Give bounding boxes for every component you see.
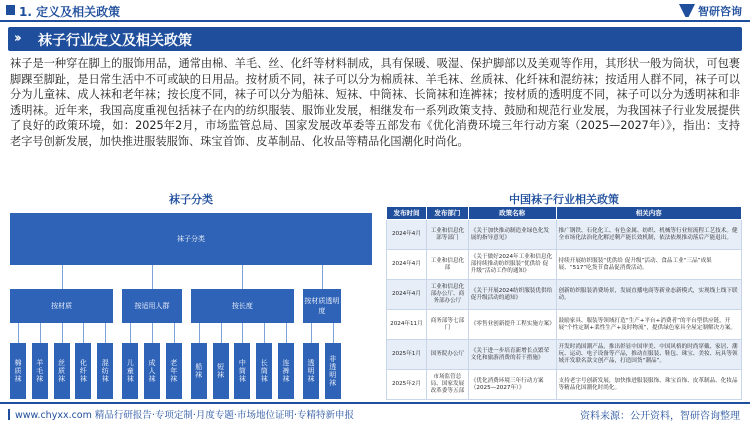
tree-connector	[62, 323, 63, 343]
cell-policy: 《关于进一步培育新增长点繁荣文化和旅游消费的若干措施》	[468, 340, 556, 370]
cell-date: 2024年4月	[387, 220, 427, 250]
banner-title: 袜子行业定义及相关政策	[38, 33, 192, 49]
col-header-content: 相关内容	[556, 207, 741, 220]
intro-paragraph: 袜子是一种穿在脚上的服饰用品，通常由棉、羊毛、丝、化纤等材料制成，具有保暖、吸湿、保护脚部以及美观等作用，其形状一般为筒状，可包裹脚踝至脚趾，是日常生活中不可或缺的日用品。按材质不同，袜子可以分为棉质袜、羊毛袜、丝质袜、化纤袜和混纺袜；按适用人群不同，袜子可以分为儿童袜、成人袜和老年袜；按长度不同，袜子可以分为船袜、短袜、中筒袜、长筒袜和连裤袜；按材质的透明度不同，袜子可以分为透明袜和非透明袜。近年来，我国高度重视包括袜子在内的纺织服装、服饰业发展，相继发布一系列政策支持、鼓励和规范行业发展，为我国袜子行业发展提供了良好的政策环境，如：2025年2月，市场监管总局、国家发展改革委等五部发布《优化消费环境三年行动方案（2025—2027年）》，指出：支持老字号创新发展，加快推进服装服饰、珠宝首饰、皮革制品、化妆品等精品化国潮化时尚化。	[10, 57, 740, 148]
tree-leaf: 棉质袜	[10, 343, 26, 399]
cell-policy: 《关于做好2024年工业和信息化部持续推动纺织服装“优供给 促升级”活动工作的通知》	[468, 250, 556, 280]
top-bar	[0, 0, 750, 22]
table-row	[387, 370, 742, 400]
classification-tree	[10, 205, 372, 399]
cell-content: 持续开展纺织服装“优供给 促升级”活动、食品工业“三品”成果展、“517”吃货节食品促消费活动。	[556, 250, 741, 280]
tree-connector	[152, 265, 153, 289]
tree-leaf: 船袜	[191, 343, 207, 399]
tree-connector	[322, 265, 323, 289]
cell-policy: 《关于加快推动制造业绿色化发展的指导意见》	[468, 220, 556, 250]
brand-name: 智研咨询	[698, 4, 742, 18]
tree-group-1: 按材质	[10, 289, 113, 323]
tree-leaf: 化纤袜	[75, 343, 91, 399]
tree-connector	[105, 323, 106, 343]
tree-leaf: 短袜	[213, 343, 229, 399]
tree-connector	[333, 323, 334, 343]
tree-connector	[18, 323, 19, 343]
section-marker-icon	[6, 5, 15, 15]
cell-date: 2025年2月	[387, 370, 427, 400]
cell-dept: 工业和信息化部等部门	[426, 220, 468, 250]
tree-connector	[286, 323, 287, 343]
col-header-dept: 发布部门	[426, 207, 468, 220]
tree-connector	[152, 323, 153, 343]
brand-logo	[679, 3, 742, 18]
cell-content: 推广钢铁、石化化工、有色金属、纺织、机械等行业短流程工艺技术。健全市场化法治化化解过剩产能长效机制，依法依规推动落后产能退出。	[556, 220, 741, 250]
cell-content: 鼓励家具、服装等领域打造“生产+平台+消费者”的平台型供应链，开展“个性定制+柔性生产+及时物流”，提供绿色家具全屋定制解决方案。	[556, 310, 741, 340]
tree-connector	[221, 323, 222, 343]
cell-date: 2025年1月	[387, 340, 427, 370]
col-header-policy: 政策名称	[468, 207, 556, 220]
cell-dept: 工业和信息化部办公厅、商务部办公厅	[426, 280, 468, 310]
tree-connector	[83, 323, 84, 343]
tree-connector	[40, 323, 41, 343]
footer-bar-icon	[8, 409, 10, 420]
tree-group-4: 按材质透明度	[303, 289, 341, 323]
table-header-row	[387, 207, 742, 220]
footer	[0, 402, 750, 422]
tree-connector	[242, 265, 243, 289]
cell-policy: 《优化消费环境三年行动方案（2025—2027年）》	[468, 370, 556, 400]
tree-leaf: 中筒袜	[234, 343, 250, 399]
table-row	[387, 250, 742, 280]
tree-connector	[174, 323, 175, 343]
cell-policy: 《关于开展2024纺织服装优供给促升级活动的通知》	[468, 280, 556, 310]
cell-dept: 工业和信息化部	[426, 250, 468, 280]
cell-dept: 商务部等七部门	[426, 310, 468, 340]
tree-group-3: 按长度	[191, 289, 294, 323]
table-row	[387, 310, 742, 340]
tree-leaf: 老年袜	[166, 343, 182, 399]
classification-title: 袜子分类	[169, 193, 213, 206]
tree-leaf: 成人袜	[144, 343, 160, 399]
tree-leaf: 长筒袜	[256, 343, 272, 399]
footer-left	[8, 407, 354, 421]
cell-content: 支持老字号创新发展，加快推进服装服饰、珠宝首饰、皮革制品、化妆品等精品化国潮化时尚化。	[556, 370, 741, 400]
table-row	[387, 220, 742, 250]
tree-connector	[242, 323, 243, 343]
tree-leaf: 连裤袜	[278, 343, 294, 399]
cell-dept: 市场监管总局、国家发展改革委等五部	[426, 370, 468, 400]
cell-content: 创新纺织服装消费场景，发展直播电商等新业态新模式，实现线上线下联动。	[556, 280, 741, 310]
tree-root: 袜子分类	[10, 213, 372, 265]
cell-policy: 《零售业创新提升工程实施方案》	[468, 310, 556, 340]
cell-content: 开发时尚国潮产品，推出彰显中国审美、中国风格的时尚穿戴、家居、潮玩、运动、电子设备等产品，推动在服装、鞋包、珠宝、美妆、玩具等领域开发联名款文创产品，打造国货“潮品”。	[556, 340, 741, 370]
tree-leaf: 非透明袜	[325, 343, 341, 399]
tree-connector	[311, 323, 312, 343]
tree-leaf: 丝质袜	[54, 343, 70, 399]
tree-leaf: 混纺袜	[97, 343, 113, 399]
policy-table	[386, 206, 742, 400]
tree-group-2: 按适用人群	[122, 289, 182, 323]
tree-connector	[62, 265, 63, 289]
cell-date: 2024年11月	[387, 310, 427, 340]
policy-table-title: 中国袜子行业相关政策	[509, 193, 619, 206]
tree-connector	[130, 323, 131, 343]
tree-leaf: 透明袜	[303, 343, 319, 399]
table-row	[387, 340, 742, 370]
table-row	[387, 280, 742, 310]
tree-connector	[199, 323, 200, 343]
col-header-date: 发布时间	[387, 207, 427, 220]
chevron-double-icon: ››	[14, 31, 19, 46]
tree-connector	[264, 323, 265, 343]
cell-date: 2024年4月	[387, 250, 427, 280]
footer-website: www.chyxx.com 精品行研报告·专项定制·月度专题·市场地位证明·专精特新申报	[15, 410, 354, 421]
section-title: 1. 定义及相关政策	[19, 5, 121, 19]
footer-source: 资料来源：公开资料，智研咨询整理	[580, 411, 740, 422]
brand-mark-icon	[679, 4, 695, 17]
cell-dept: 国务院办公厅	[426, 340, 468, 370]
title-banner	[8, 27, 742, 51]
tree-leaf: 羊毛袜	[32, 343, 48, 399]
tree-leaf: 儿童袜	[122, 343, 138, 399]
cell-date: 2024年4月	[387, 280, 427, 310]
